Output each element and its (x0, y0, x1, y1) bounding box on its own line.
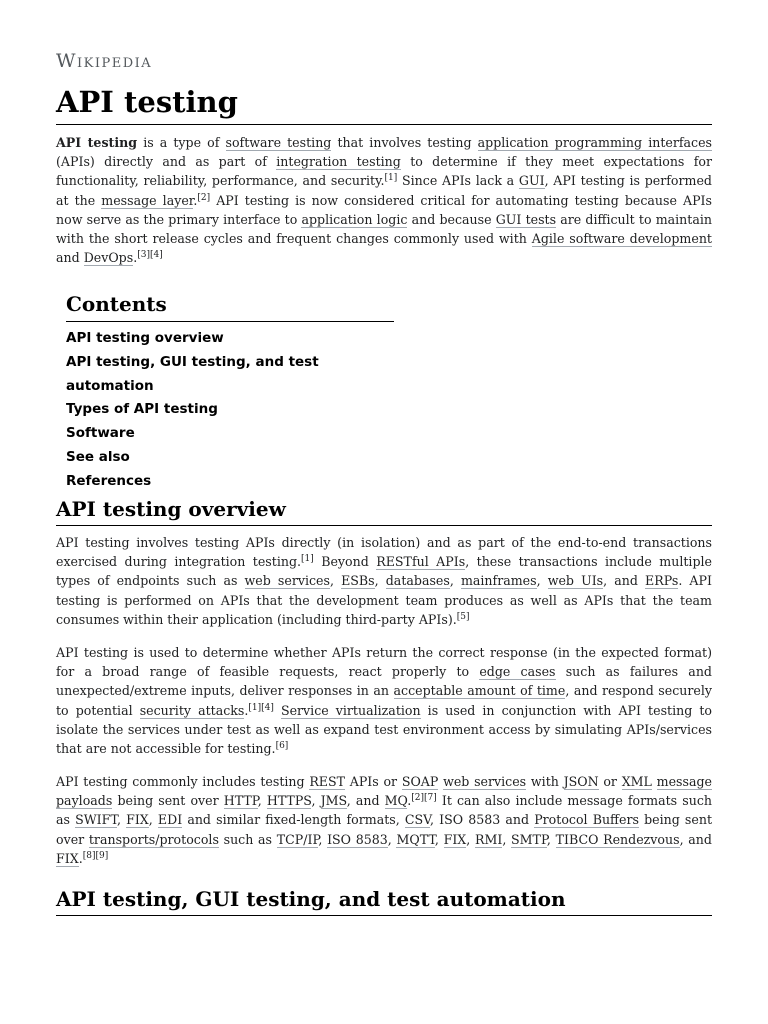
link-http[interactable]: HTTP (223, 793, 258, 809)
link-fix[interactable]: FIX (56, 850, 79, 866)
toc-item-gui-testing-automation[interactable]: API testing, GUI testing, and test automation (66, 353, 319, 394)
link-gui-tests[interactable]: GUI tests (495, 211, 557, 227)
link-restful-apis[interactable]: RESTful APIs (376, 554, 466, 570)
link-esbs[interactable]: ESBs (341, 573, 375, 589)
link-erps[interactable]: ERPs (645, 573, 679, 589)
citation-ref[interactable]: [1] (384, 173, 398, 184)
link-tibco-rendezvous[interactable]: TIBCO Rendezvous (555, 831, 680, 847)
toc-list (66, 327, 394, 494)
link-agile-software-development[interactable]: Agile software development (531, 231, 712, 247)
link-gui[interactable]: GUI (518, 173, 545, 189)
link-edi[interactable]: EDI (157, 812, 183, 828)
link-https[interactable]: HTTPS (266, 793, 312, 809)
toc-title: Contents (66, 290, 394, 322)
citation-ref[interactable]: [5] (456, 611, 470, 622)
link-message-payloads[interactable]: message payloads (56, 774, 712, 809)
link-fix[interactable]: FIX (443, 831, 467, 847)
toc-item-software[interactable]: Software (66, 425, 135, 442)
link-smtp[interactable]: SMTP (511, 831, 547, 847)
link-application-programming-interfaces[interactable]: application programming interfaces (477, 135, 713, 150)
link-web-services[interactable]: web services (244, 573, 330, 589)
citation-ref[interactable]: [1][4] (248, 702, 274, 713)
wikipedia-logo[interactable]: Wikipedia (56, 50, 153, 72)
link-mqtt[interactable]: MQTT (396, 831, 435, 847)
table-of-contents (66, 290, 394, 494)
link-acceptable-amount-of-time[interactable]: acceptable amount of time (393, 683, 566, 699)
link-databases[interactable]: databases (385, 573, 450, 589)
link-mainframes[interactable]: mainframes (460, 573, 537, 589)
citation-ref[interactable]: [2][7] (411, 793, 437, 804)
section-heading-overview: API testing overview (56, 495, 712, 526)
overview-paragraph-1: API testing involves testing APIs directly (in isolation) and as part of the end-to-end transactions exercised during integration testing.[1] Beyond RESTful APIs, these transactions include multiple types of endpoints such as web services, ESBs, databases, mainframes, web UIs, and ERPs. API testing is performed on APIs that the development team produces as well as APIs that the team consumes within their application (including third-party APIs).[5] (56, 535, 712, 627)
citation-ref[interactable]: [6] (275, 740, 289, 751)
link-software-testing[interactable]: software testing (225, 135, 332, 150)
citation-ref[interactable]: [1] (301, 554, 314, 565)
section-heading-gui-testing-automation: API testing, GUI testing, and test automation (56, 885, 712, 916)
toc-item-references[interactable]: References (66, 472, 152, 489)
toc-item-types-of-api-testing[interactable]: Types of API testing (66, 401, 218, 418)
link-jms[interactable]: JMS (320, 793, 347, 809)
link-json[interactable]: JSON (563, 774, 599, 789)
citation-ref[interactable]: [3][4] (137, 250, 163, 261)
link-integration-testing[interactable]: integration testing (276, 154, 401, 170)
overview-paragraph-2: API testing is used to determine whether APIs return the correct response (in the expected format) for a broad range of feasible requests, react properly to edge cases such as failures and unexpected/extreme inputs, deliver responses in an acceptable amount of time, and respond securely to potential security attacks.[1][4] Service virtualization is used in conjunction with API testing to isolate the services under test as well as expand test environment access by simulating APIs/services that are not accessible for testing.[6] (56, 645, 713, 757)
link-web-uis[interactable]: web UIs (547, 573, 604, 589)
link-web-services[interactable]: web services (443, 774, 527, 789)
citation-ref[interactable]: [8][9] (82, 850, 109, 861)
link-security-attacks[interactable]: security attacks (139, 702, 245, 718)
intro-bold-term: API testing (56, 135, 138, 150)
link-transports-protocols[interactable]: transports/protocols (88, 831, 219, 847)
link-iso-8583[interactable]: ISO 8583 (327, 831, 388, 847)
page-title: API testing (56, 84, 712, 125)
link-protocol-buffers[interactable]: Protocol Buffers (534, 812, 639, 828)
overview-paragraph-3: API testing commonly includes testing REST APIs or SOAP web services with JSON or XML message payloads being sent over HTTP, HTTPS, JMS, and MQ.[2][7] It can also include message formats such as SWIFT, FIX, EDI and similar fixed-length formats, CSV, ISO 8583 and Protocol Buffers being sent over transports/protocols such as TCP/IP, ISO 8583, MQTT, FIX, RMI, SMTP, TIBCO Rendezvous, and FIX.[8][9] (56, 774, 713, 866)
intro-paragraph: API testing is a type of software testing that involves testing application programming interfaces (APIs) directly and as part of integration testing to determine if they meet expectations for functionality, reliability, performance, and security.[1] Since APIs lack a GUI, API testing is performed at the message layer.[2] API testing is now considered critical for automating testing because APIs now serve as the primary interface to application logic and because GUI tests are difficult to maintain with the short release cycles and frequent changes commonly used with Agile software development and DevOps.[3][4] (56, 135, 713, 266)
link-fix[interactable]: FIX (126, 812, 149, 828)
link-devops[interactable]: DevOps (83, 250, 134, 266)
link-tcp-ip[interactable]: TCP/IP (276, 831, 319, 847)
link-message-layer[interactable]: message layer (101, 192, 194, 208)
link-xml[interactable]: XML (621, 774, 652, 789)
citation-ref[interactable]: [2] (197, 192, 211, 203)
link-mq[interactable]: MQ (384, 793, 408, 809)
link-csv[interactable]: CSV (404, 812, 431, 828)
toc-item-see-also[interactable]: See also (66, 448, 130, 465)
link-application-logic[interactable]: application logic (301, 211, 408, 227)
toc-item-api-testing-overview[interactable]: API testing overview (66, 330, 224, 346)
link-soap[interactable]: SOAP (401, 774, 439, 789)
link-edge-cases[interactable]: edge cases (479, 664, 556, 680)
link-rmi[interactable]: RMI (474, 831, 503, 847)
link-service-virtualization[interactable]: Service virtualization (280, 702, 421, 718)
link-rest[interactable]: REST (309, 774, 346, 789)
link-swift[interactable]: SWIFT (75, 812, 117, 828)
